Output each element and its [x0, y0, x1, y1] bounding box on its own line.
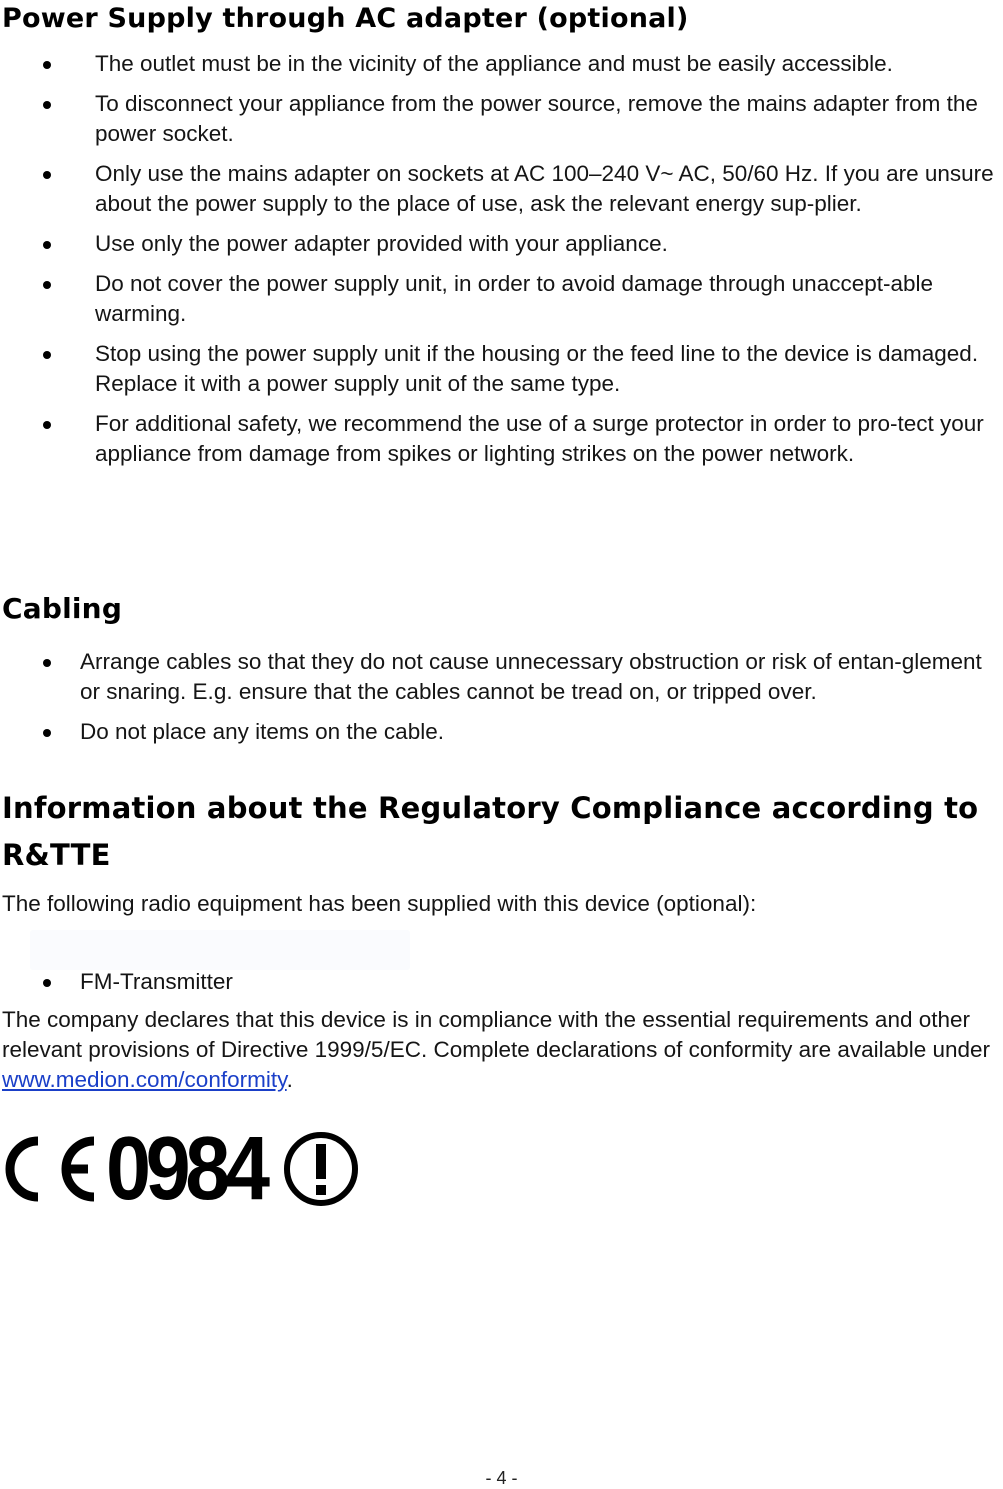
ce-mark-icon [0, 1129, 100, 1209]
bullet-icon [43, 729, 51, 737]
list-item-text: Only use the mains adapter on sockets at AC 100–240 V~ AC, 50/60 Hz. If you are unsure about the power supply to the place of use, ask the relevant energy sup-plier. [95, 161, 994, 216]
list-item [2, 409, 1002, 469]
bullet-icon [43, 659, 51, 667]
list-item [2, 339, 1002, 399]
regulatory-heading: Information about the Regulatory Compliance according to R&TTE [2, 791, 979, 872]
page-number: - 4 - [485, 1468, 518, 1488]
radio-equipment-list [2, 967, 1002, 997]
bullet-icon [43, 351, 51, 359]
cabling-section [2, 587, 1002, 757]
alert-mark-icon [278, 1129, 364, 1209]
power-supply-list [2, 49, 1002, 469]
conformity-declaration [2, 1005, 1002, 1095]
list-item-text: FM-Transmitter [80, 969, 233, 994]
list-item [2, 229, 1002, 259]
power-supply-section [2, 0, 1002, 479]
list-item [2, 967, 1002, 997]
list-item-text: Stop using the power supply unit if the housing or the feed line to the device is damaged. Replace it with a power supply unit of the same type. [95, 341, 979, 396]
list-item [2, 49, 1002, 79]
bullet-icon [43, 171, 51, 179]
cabling-list [2, 647, 1002, 747]
declaration-end: . [286, 1067, 293, 1092]
bullet-icon [43, 241, 51, 249]
bullet-icon [43, 61, 51, 69]
list-item-text: Arrange cables so that they do not cause unnecessary obstruction or risk of entan-glement or snaring. E.g. ensure that the cables cannot be tread on, or tripped over. [80, 649, 982, 704]
list-item-text: The outlet must be in the vicinity of the appliance and must be easily accessible. [95, 51, 893, 76]
bullet-icon [43, 101, 51, 109]
declaration-text: The company declares that this device is in compliance with the essential requirements and other relevant provisions of Directive 1999/5/EC. Complete declarations of conformity are available under [2, 1007, 991, 1062]
list-item-text: For additional safety, we recommend the use of a surge protector in order to pro-tect your appliance from damage from spikes or lighting strikes on the power network. [95, 411, 984, 466]
list-item-text: To disconnect your appliance from the power source, remove the mains adapter from the power socket. [95, 91, 978, 146]
list-item [2, 647, 1002, 707]
bullet-icon [43, 421, 51, 429]
list-item-text: Do not place any items on the cable. [80, 719, 444, 744]
radio-equipment-intro: The following radio equipment has been supplied with this device (optional): [2, 891, 757, 916]
list-item [2, 89, 1002, 149]
bullet-icon [43, 979, 51, 987]
list-item [2, 159, 1002, 219]
power-supply-heading: Power Supply through AC adapter (optional) [2, 3, 689, 34]
notified-body-number: 0984 [106, 1119, 265, 1219]
regulatory-section [2, 785, 1002, 1095]
compliance-marks [0, 1119, 364, 1219]
conformity-link[interactable]: www.medion.com/conformity [2, 1067, 287, 1092]
list-item [2, 717, 1002, 747]
list-item-text: Use only the power adapter provided with your appliance. [95, 231, 668, 256]
cabling-heading: Cabling [2, 592, 123, 625]
list-item [2, 269, 1002, 329]
bullet-icon [43, 281, 51, 289]
list-item-text: Do not cover the power supply unit, in order to avoid damage through unaccept-able warming. [95, 271, 934, 326]
